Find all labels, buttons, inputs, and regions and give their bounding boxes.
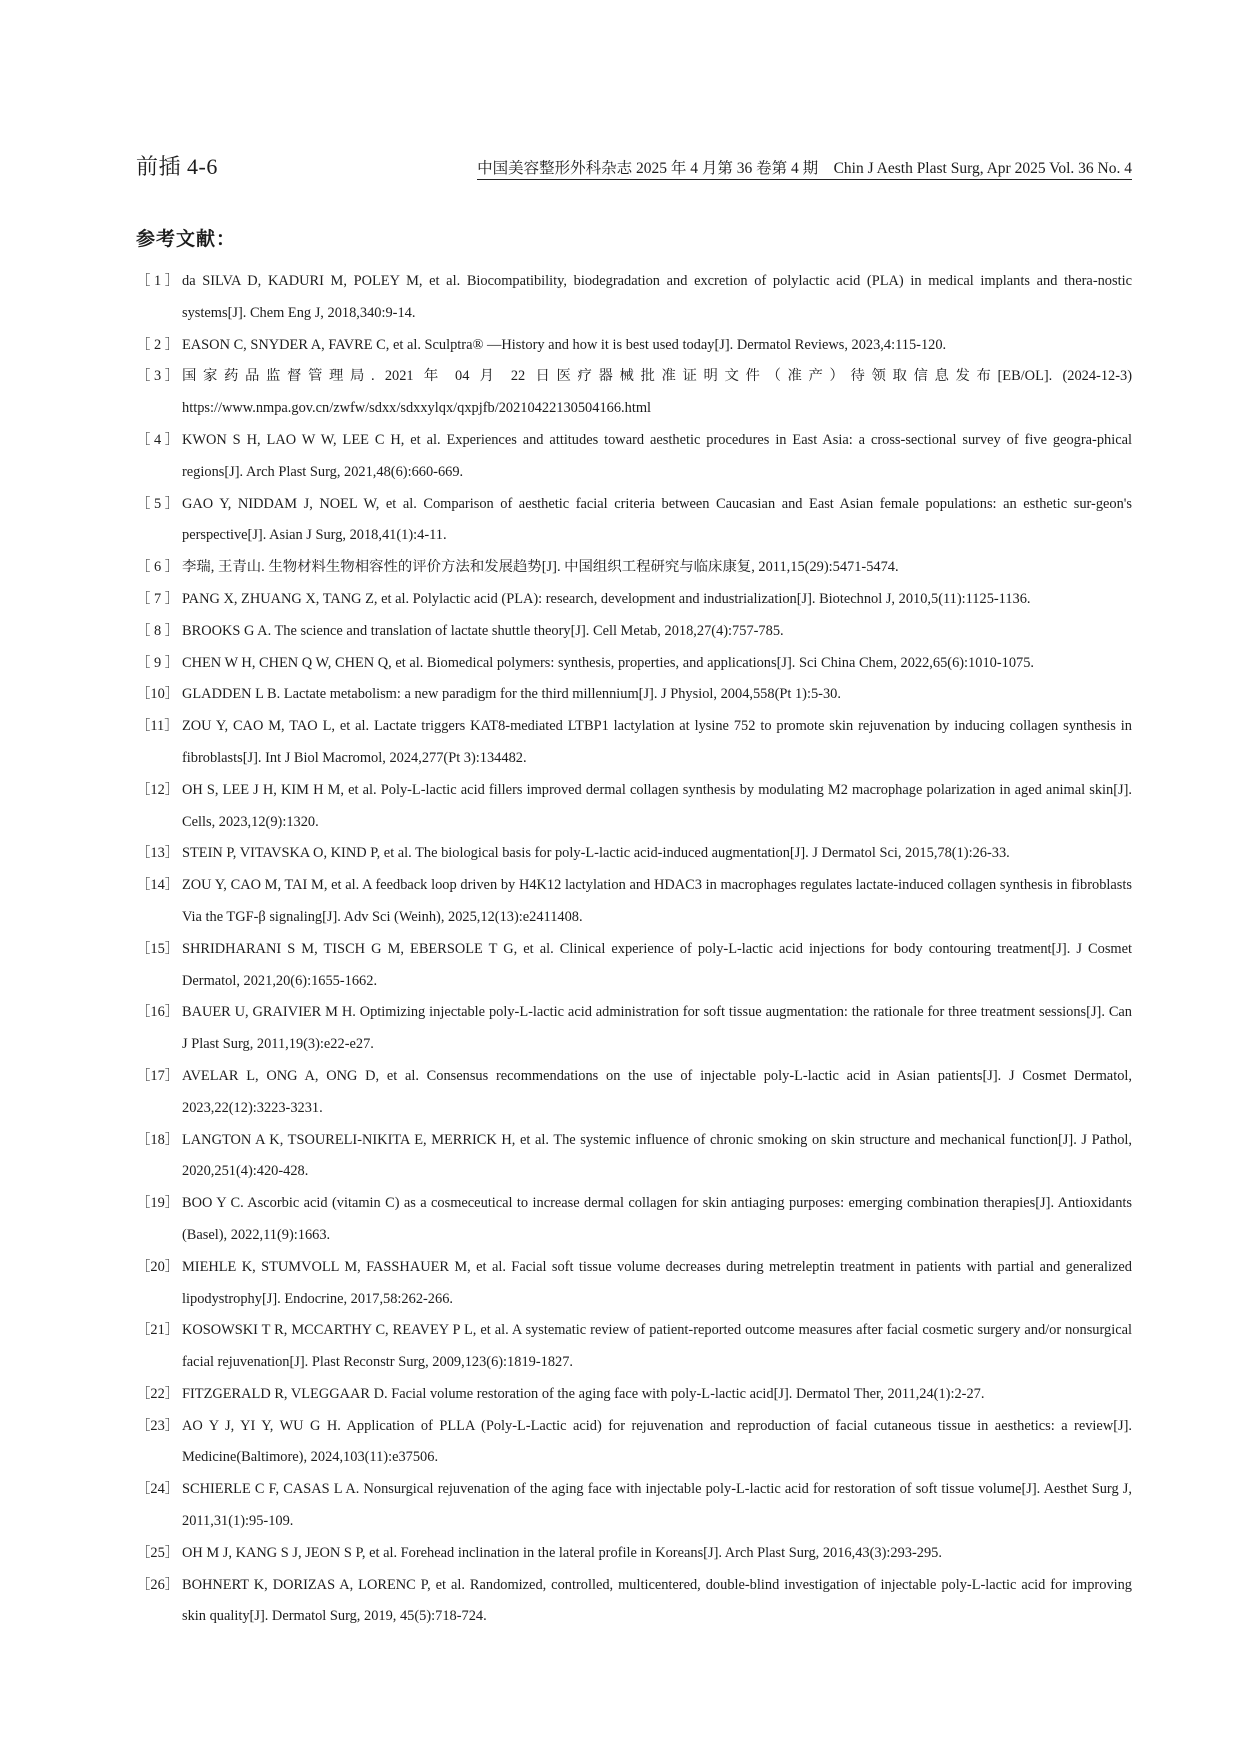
reference-number: ［21］: [136, 1322, 180, 1339]
reference-text: LANGTON A K, TSOURELI-NIKITA E, MERRICK H, et al. The systemic influence of chronic smoking on skin structure and mechanical function[J]. J Pathol, 2020,251(4):420-428.: [182, 1131, 1132, 1180]
reference-item: [136, 711, 1132, 775]
reference-number: ［12］: [136, 781, 180, 798]
reference-text: 李瑞, 王青山. 生物材料生物相容性的评价方法和发展趋势[J]. 中国组织工程研究与临床康复, 2011,15(29):5471-5474.: [182, 559, 899, 576]
reference-text: KWON S H, LAO W W, LEE C H, et al. Experiences and attitudes toward aesthetic procedures in East Asia: a cross-sectional survey of five geogra-phical regions[J]. Arch Plast Surg, 2021,48(6):660-669.: [182, 431, 1132, 480]
reference-text: ZOU Y, CAO M, TAI M, et al. A feedback loop driven by H4K12 lactylation and HDAC3 in macrophages regulates lactate-induced collagen synthesis in fibroblasts Via the TGF-β signaling[J]. Adv Sci (Weinh), 2025,12(13):e2411408.: [182, 877, 1132, 925]
reference-number: ［11］: [136, 718, 179, 735]
reference-number: ［ 3 ］: [136, 368, 180, 385]
reference-text: FITZGERALD R, VLEGGAAR D. Facial volume restoration of the aging face with poly-L-lactic acid[J]. Dermatol Ther, 2011,24(1):2-27.: [182, 1385, 985, 1402]
reference-item: [136, 584, 1132, 616]
reference-text: AO Y J, YI Y, WU G H. Application of PLLA (Poly-L-Lactic acid) for rejuvenation and reproduction of facial cutaneous tissue in aesthetics: a review[J]. Medicine(Baltimore), 2024,103(11):e37506.: [182, 1417, 1132, 1466]
reference-text: SCHIERLE C F, CASAS L A. Nonsurgical rejuvenation of the aging face with injectable poly-L-lactic acid for restoration of soft tissue volume[J]. Aesthet Surg J, 2011,31(1):95-109.: [182, 1481, 1132, 1530]
reference-number: ［26］: [136, 1576, 180, 1593]
reference-text: OH M J, KANG S J, JEON S P, et al. Forehead inclination in the lateral profile in Koreans[J]. Arch Plast Surg, 2016,43(3):293-295.: [182, 1544, 942, 1561]
journal-citation-line: 中国美容整形外科杂志 2025 年 4 月第 36 卷第 4 期 Chin J Aesth Plast Surg, Apr 2025 Vol. 36 No. 4: [477, 156, 1132, 180]
reference-text: BOHNERT K, DORIZAS A, LORENC P, et al. Randomized, controlled, multicentered, double-blind investigation of injectable poly-L-lactic acid for improving skin quality[J]. Dermatol Surg, 2019, 45(5):718-724.: [182, 1576, 1132, 1625]
reference-number: ［ 9 ］: [136, 654, 180, 671]
reference-item: [136, 775, 1132, 839]
reference-item: [136, 1315, 1132, 1379]
reference-number: ［24］: [136, 1481, 180, 1498]
reference-item: [136, 1570, 1132, 1634]
reference-number: ［ 2 ］: [136, 336, 180, 353]
reference-item: [136, 1188, 1132, 1252]
reference-item: [136, 616, 1132, 648]
reference-item: [136, 1379, 1132, 1411]
reference-item: [136, 1125, 1132, 1189]
reference-text: AVELAR L, ONG A, ONG D, et al. Consensus recommendations on the use of injectable poly-L-lactic acid in Asian patients[J]. J Cosmet Dermatol, 2023,22(12):3223-3231.: [182, 1067, 1132, 1116]
reference-number: ［ 7 ］: [136, 590, 180, 607]
reference-number: ［16］: [136, 1004, 180, 1021]
reference-text: da SILVA D, KADURI M, POLEY M, et al. Biocompatibility, biodegradation and excretion of polylactic acid (PLA) in medical implants and thera-nostic systems[J]. Chem Eng J, 2018,340:9-14.: [182, 273, 1132, 321]
reference-item: [136, 679, 1132, 711]
reference-number: ［ 6 ］: [136, 559, 180, 576]
reference-number: ［10］: [136, 686, 180, 703]
reference-item: [136, 1411, 1132, 1475]
reference-item: [136, 1252, 1132, 1316]
reference-number: ［14］: [136, 877, 180, 894]
reference-text: STEIN P, VITAVSKA O, KIND P, et al. The biological basis for poly-L-lactic acid-induced augmentation[J]. J Dermatol Sci, 2015,78(1):26-33.: [182, 845, 1010, 862]
reference-text: BAUER U, GRAIVIER M H. Optimizing injectable poly-L-lactic acid administration for soft tissue augmentation: the rationale for three treatment sessions[J]. Can J Plast Surg, 2011,19(3):e22-e27.: [182, 1004, 1132, 1053]
reference-text: MIEHLE K, STUMVOLL M, FASSHAUER M, et al. Facial soft tissue volume decreases during metreleptin treatment in patients with partial and generalized lipodystrophy[J]. Endocrine, 2017,58:262-266.: [182, 1258, 1132, 1307]
reference-number: ［17］: [136, 1067, 180, 1084]
reference-number: ［18］: [136, 1131, 180, 1148]
reference-text: BROOKS G A. The science and translation of lactate shuttle theory[J]. Cell Metab, 2018,27(4):757-785.: [182, 622, 784, 639]
reference-number: ［ 5 ］: [136, 495, 180, 512]
reference-item: [136, 648, 1132, 680]
reference-list: [136, 266, 1132, 1633]
reference-item: [136, 870, 1132, 934]
reference-text: BOO Y C. Ascorbic acid (vitamin C) as a cosmeceutical to increase dermal collagen for skin antiaging purposes: emerging combination therapies[J]. Antioxidants (Basel), 2022,11(9):1663.: [182, 1195, 1132, 1243]
reference-item: [136, 1061, 1132, 1125]
reference-item: [136, 266, 1132, 330]
reference-item: [136, 838, 1132, 870]
reference-item: [136, 1538, 1132, 1570]
reference-number: ［20］: [136, 1258, 180, 1275]
reference-text: KOSOWSKI T R, MCCARTHY C, REAVEY P L, et al. A systematic review of patient-reported outcome measures after facial cosmetic surgery and/or nonsurgical facial rejuvenation[J]. Plast Reconstr Surg, 2009,123(6):1819-1827.: [182, 1322, 1132, 1371]
reference-item: [136, 330, 1132, 362]
reference-item: [136, 997, 1132, 1061]
reference-text: SHRIDHARANI S M, TISCH G M, EBERSOLE T G, et al. Clinical experience of poly-L-lactic acid injections for body contouring treatment[J]. J Cosmet Dermatol, 2021,20(6):1655-1662.: [182, 940, 1132, 989]
references-heading: 参考文献：: [136, 228, 237, 250]
reference-item: [136, 552, 1132, 584]
reference-text: EASON C, SNYDER A, FAVRE C, et al. Sculptra® —History and how it is best used today[J]. Dermatol Reviews, 2023,4:115-120.: [182, 336, 947, 353]
reference-text: GAO Y, NIDDAM J, NOEL W, et al. Comparison of aesthetic facial criteria between Caucasian and East Asian female populations: an esthetic sur-geon's perspective[J]. Asian J Surg, 2018,41(1):4-11.: [182, 495, 1132, 544]
reference-number: ［ 4 ］: [136, 431, 180, 448]
reference-item: [136, 1474, 1132, 1538]
reference-text: ZOU Y, CAO M, TAO L, et al. Lactate triggers KAT8-mediated LTBP1 lactylation at lysine 752 to promote skin rejuvenation by inducing collagen synthesis in fibroblasts[J]. Int J Biol Macromol, 2024,277(Pt 3):134482.: [182, 718, 1132, 766]
page-number: 前插 4-6: [136, 154, 218, 179]
reference-number: ［19］: [136, 1195, 180, 1212]
reference-number: ［ 8 ］: [136, 622, 180, 639]
reference-text: GLADDEN L B. Lactate metabolism: a new paradigm for the third millennium[J]. J Physiol, 2004,558(Pt 1):5-30.: [182, 686, 841, 703]
reference-number: ［22］: [136, 1385, 180, 1402]
reference-text: OH S, LEE J H, KIM H M, et al. Poly-L-lactic acid fillers improved dermal collagen synthesis by modulating M2 macrophage polarization in aged animal skin[J]. Cells, 2023,12(9):1320.: [182, 781, 1132, 830]
page-header: [136, 150, 1132, 178]
reference-number: ［23］: [136, 1417, 180, 1434]
reference-text: CHEN W H, CHEN Q W, CHEN Q, et al. Biomedical polymers: synthesis, properties, and applications[J]. Sci China Chem, 2022,65(6):1010-1075.: [182, 654, 1035, 671]
reference-item: [136, 425, 1132, 489]
reference-number: ［25］: [136, 1544, 180, 1561]
reference-item: [136, 361, 1132, 425]
reference-number: ［15］: [136, 940, 180, 957]
reference-item: [136, 489, 1132, 553]
reference-number: ［13］: [136, 845, 180, 862]
reference-text: PANG X, ZHUANG X, TANG Z, et al. Polylactic acid (PLA): research, development and industrialization[J]. Biotechnol J, 2010,5(11):1125-1136.: [182, 590, 1031, 607]
reference-text: 国家药品监督管理局. 2021 年 04 月 22 日医疗器械批准证明文件（准产）待领取信息发布[EB/OL]. (2024-12-3) https://www.nmpa.gov.cn/zwfw/sdxx/sdxxylqx/qxpjfb/20210422130504166.html: [182, 368, 1132, 417]
reference-number: ［ 1 ］: [136, 273, 180, 289]
reference-item: [136, 934, 1132, 998]
